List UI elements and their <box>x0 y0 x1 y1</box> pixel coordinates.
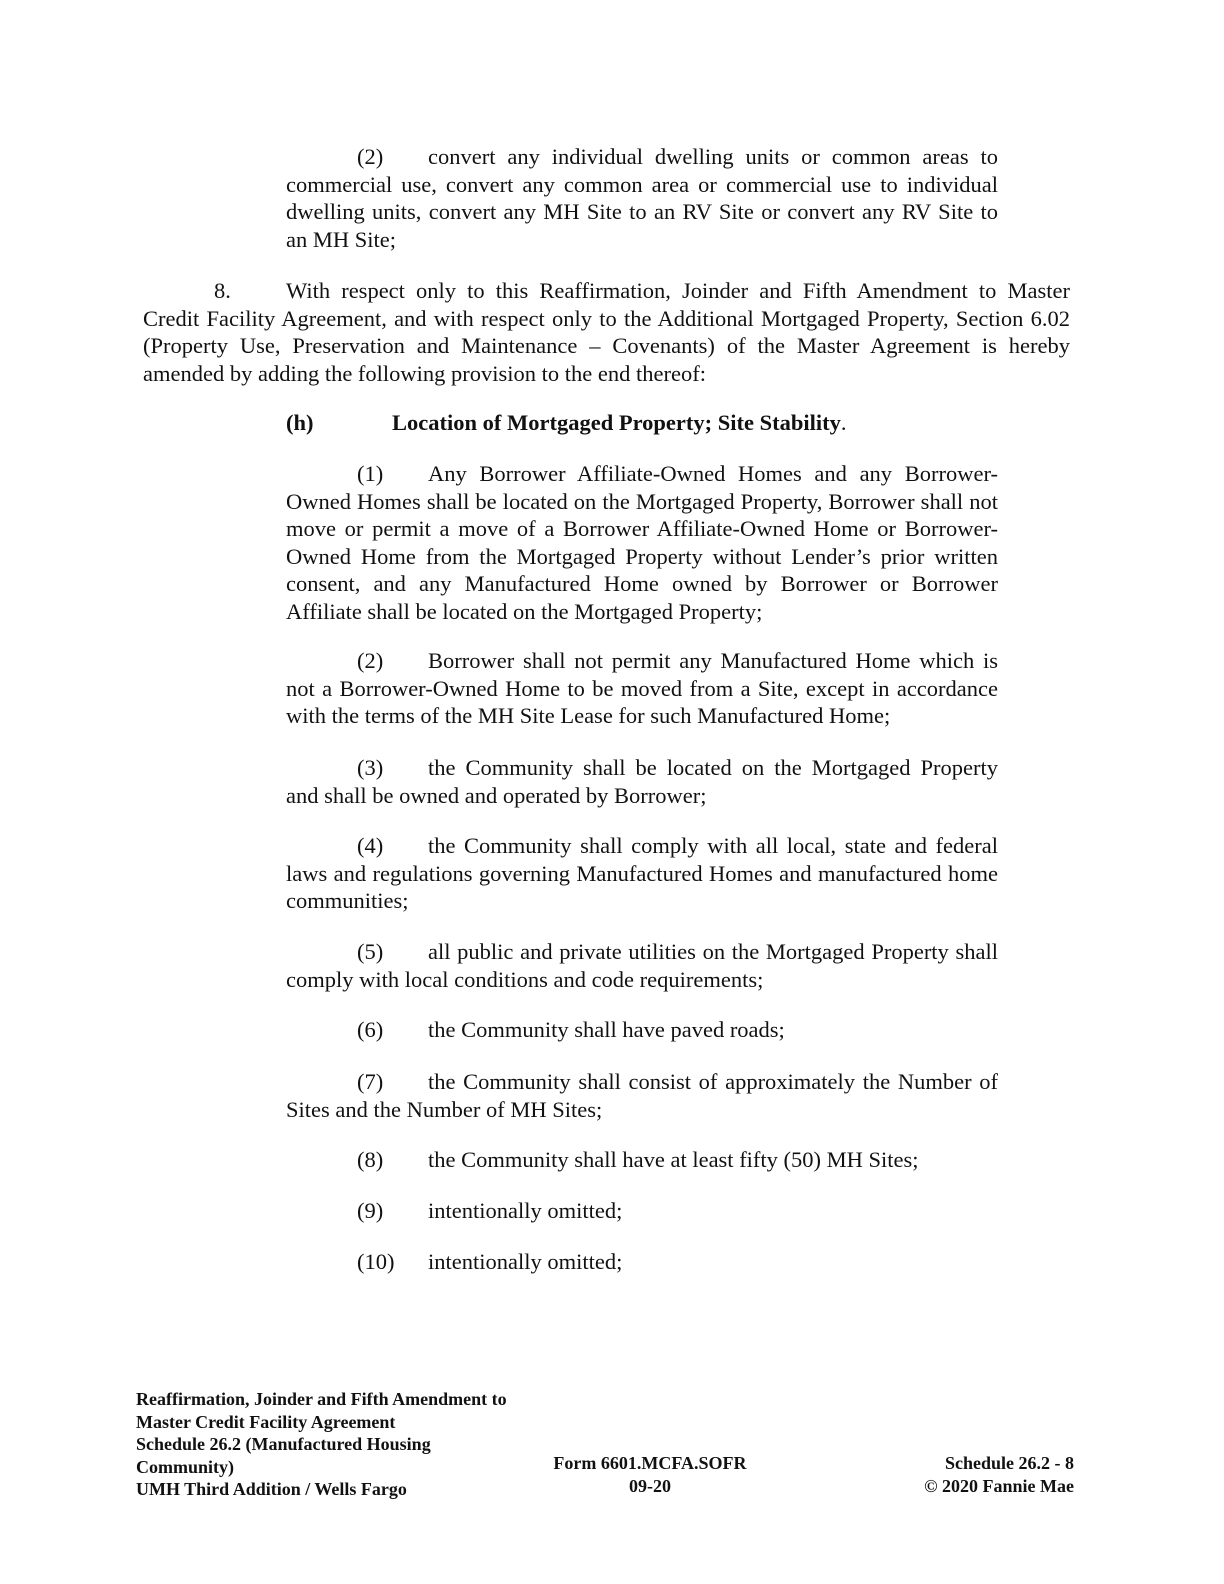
paragraph-section-8 <box>143 277 1070 387</box>
paragraph-item-7 <box>286 1068 998 1123</box>
paragraph-item-5 <box>286 938 998 993</box>
footer-schedule-page: Schedule 26.2 - 8 <box>944 1453 1074 1473</box>
footer-form-number <box>520 1452 780 1497</box>
footer-title-line: Schedule 26.2 (Manufactured Housing <box>136 1434 431 1455</box>
footer-document-title <box>136 1388 556 1501</box>
subsection-title: Location of Mortgaged Property; Site Stability <box>392 410 841 435</box>
footer-title-line: Master Credit Facility Agreement <box>136 1411 396 1432</box>
item-number: (1) <box>357 461 384 486</box>
item-text: convert any individual dwelling units or common areas to commercial use, convert any common area or commercial use to individual dwelling units, convert any MH Site to an RV Site or convert any RV Site to an MH Site; <box>286 144 998 252</box>
item-text: the Community shall be located on the Mortgaged Property and shall be owned and operated by Borrower; <box>286 755 998 808</box>
subsection-number: (h) <box>286 410 314 435</box>
item-number: (5) <box>357 939 384 964</box>
paragraph-item-1 <box>286 460 998 626</box>
paragraph-item-4 <box>286 832 998 915</box>
item-number: (3) <box>357 755 384 780</box>
item-text: the Community shall consist of approximately the Number of Sites and the Number of MH Sites; <box>286 1069 998 1122</box>
item-text: all public and private utilities on the Mortgaged Property shall comply with local conditions and code requirements; <box>286 939 998 992</box>
footer-form-label: Form 6601.MCFA.SOFR <box>553 1453 747 1473</box>
paragraph-item-2-prev <box>286 143 998 253</box>
item-number: (6) <box>357 1017 384 1042</box>
item-number: (4) <box>357 833 384 858</box>
item-number: (8) <box>357 1147 384 1172</box>
paragraph-item-10 <box>286 1248 998 1276</box>
footer-page-info <box>874 1452 1074 1497</box>
item-text: Borrower shall not permit any Manufactured Home which is not a Borrower-Owned Home to be moved from a Site, except in accordance with the terms of the MH Site Lease for such Manufactured Home; <box>286 648 998 729</box>
section-text: With respect only to this Reaffirmation, Joinder and Fifth Amendment to Master Credit Facility Agreement, and with respect only to the Additional Mortgaged Property, Section 6.02 (Property Use, Preservation and Maintenance – Covenants) of the Master Agreement is hereby amended by adding the following provision to the end thereof: <box>143 278 1070 386</box>
footer-form-date: 09-20 <box>629 1475 671 1496</box>
item-text: the Community shall have paved roads; <box>428 1017 785 1042</box>
footer-copyright: © 2020 Fannie Mae <box>924 1475 1074 1496</box>
item-number: (7) <box>357 1069 384 1094</box>
paragraph-item-3 <box>286 754 998 809</box>
paragraph-item-9 <box>286 1197 998 1225</box>
item-number: (2) <box>357 648 384 673</box>
item-text: intentionally omitted; <box>428 1198 623 1223</box>
footer-title-line: UMH Third Addition / Wells Fargo <box>136 1479 407 1500</box>
item-text: intentionally omitted; <box>428 1249 623 1274</box>
subsection-title-period: . <box>840 410 847 435</box>
footer-title-line: Reaffirmation, Joinder and Fifth Amendment to <box>136 1389 507 1409</box>
footer-title-line: Community) <box>136 1456 234 1477</box>
paragraph-item-6 <box>286 1016 998 1044</box>
paragraph-item-2 <box>286 647 998 730</box>
item-number: (2) <box>357 144 384 169</box>
item-number: (10) <box>357 1249 395 1274</box>
item-text: the Community shall have at least fifty (50) MH Sites; <box>428 1147 919 1172</box>
section-number: 8. <box>214 278 231 303</box>
item-text: the Community shall comply with all local, state and federal laws and regulations governing Manufactured Homes and manufactured home communities; <box>286 833 998 914</box>
subsection-heading-h <box>286 409 998 437</box>
item-text: Any Borrower Affiliate-Owned Homes and any Borrower-Owned Homes shall be located on the Mortgaged Property, Borrower shall not move or permit a move of a Borrower Affiliate-Owned Home or Borrower-Owned Home from the Mortgaged Property without Lender’s prior written consent, and any Manufactured Home owned by Borrower or Borrower Affiliate shall be located on the Mortgaged Property; <box>286 461 998 624</box>
item-number: (9) <box>357 1198 384 1223</box>
paragraph-item-8 <box>286 1146 998 1174</box>
